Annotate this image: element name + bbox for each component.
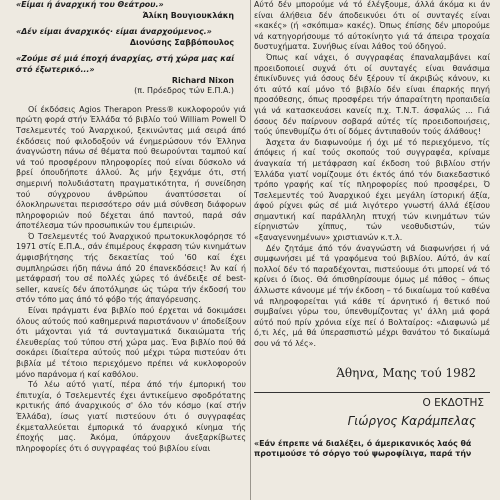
epigraph-quote: «Δέν είμαι άναρχικός· είμαι άναρχούμενος.» (16, 27, 212, 37)
right-column (254, 0, 490, 460)
body-paragraph: Άσχετα άν διαφωνούμε ή όχι μέ τό περιεχόμενο, τίς άπόψεις ή καί τούς σκοπούς τού συγγραφέα, κρίναμε άναγκαία τή μετάφραση καί έκδοση τού βιβλίου στήν Έλλάδα γιατί νομίζουμε ότι έκτός άπό τόν διακεδαστικό τρόπο γραφής καί τίς πληροφορίες πού προσφέρει, Ό Τσελεμεντές τού Άναρχικού έχει μεγάλη ίστορική άξία, άφού ρίχνει φώς σέ μιά λιγότερο γνωστή άλλά έξίσου σημαντική καί παράλληλη πτυχή τών κινημάτων τών είρηνιστών χίππυς, τών νεοθυδιστών, τών «ξαναγεννημένων» χριστιανών κ.τ.λ. (254, 137, 490, 243)
epigraph-author: Richard Nixon (171, 75, 234, 85)
closing-quote: «Εάν έπρεπε νά διαλέξει, ό άμερικανικός λαός θά προτιμούσε τό σόργο τού ψωροφίλιγα, παρά τήν (254, 438, 472, 459)
body-paragraph: Οί έκδόσεις Agios Therapon Press® κυκλοφορούν γιά πρώτη φορά στήν Έλλάδα τό βιβλίο τού William Powell Ό Τσελεμεντές τού Άναρχικού, ξεκινώντας μιά σειρά άπό έκδόσεις πού φιλοδοξούν νά ένημερώσουν τόν Έλληνα άναγνώστη πάνω σέ θέματα πού θεωρούνται ταμπού καί νά τού προσφέρουν πληροφορίες πού είναι δύσκολο νά βρεί όπουδήποτε άλλού. Άς μήν ξεχνάμε ότι, στή σημερινή πολυδιάστατη πραγματικότητα, ή συνείδηση τού σύγχρονου άνθρώπου άναπτύσσεται οί όλοκληρωνεται περισσότερο σάν μιά σύνθεση διάφορων πληροφοριών πού δέχεται άπό παντού, παρά σάν άποτέλεσμα τών προσωπικών του έμπειριών. (16, 104, 246, 231)
body-paragraph: Τό λέω αύτό γιατί, πέρα άπό τήν έμπορική του έπιτυχία, ό Τσελεμεντές έχει άντικείμενο σφοδρότατης κριτικής άπό άναρχικούς σ' όλο τόν κόσμο (καί στήν Έλλάδα), ίσως γιατί πιστεύουν ότι ό συγγραφέας έκμεταλλεύεται έμπορικά τό άναρχικό κίνημα τής έποχής μας. Άκόμα, ύπάρχουν άνεξαρκίβωτες πληροφορίες ότι ό συγγραφέας τού βιβλίου είναι (16, 380, 246, 453)
body-paragraph: Αύτό δέν μπορούμε νά τό έλέγξουμε, άλλά άκόμα κι άν είναι άλήθεια δέν άποδεικνύει ότι οί συνταγές είναι «κακές» (ή «σκόπιμα» κακές). Όπως έπίσης δέν μπορούμε νά κατηγορήσουμε τό αύτοκίνητο γιά τά άπειρα τροχαία δυστυχήματα. Συνήθως είναι λάθος τού όδηγού. (254, 0, 490, 52)
body-paragraph: Είναι πράγματι ένα βιβλίο πού έρχεται νά δοκιμάσει όλους αύτούς πού καθημερινά παριστάνουν ν' άποδείξουν ότι μάχονται γιά τά συνταγματικά δικαιώματα τής έλευθερίας τού τύπου στή χώρα μας. Ένα βιβλίο πού θά σοκάρει ίδιαίτερα αύτούς πού μέχρι τώρα πιστεύαν ότι βιβλία μέ τέτοιο περιεχόμενο πρέπει νά κυκλοφορούν μόνο παράνομα ή καί καθόλου. (16, 306, 246, 379)
epigraph-author: Άλίκη Βουγιουκλάκη (142, 10, 234, 20)
epigraph-author: Διονύσης Σαββόπουλος (129, 37, 234, 47)
epigraph-quote: «Είμαι ή άναρχική του Θεάτρου.» (16, 0, 164, 9)
epigraph-quote: «Ζούμε σέ μιά έποχή άναρχίας, στή χώρα μας καί στό έξωτερικό...» (16, 54, 235, 74)
body-paragraph: Όπως καί νάχει, ό συγγραφέας έπαναλαμβάνει καί προειδοποιεί συχνά ότι οί συνταγές είναι θανάσιμα έπικίνδυνες γιά όσους δέν ξέρουν τί άκριβώς κάνουν, κι ότι αύτό καί μόνο τό βιβλίο δέν είναι έπαρκής πηγή προσόθεσης, όπως προσφέρει τήν άπαραίτητη προπαιδεία γιά νά κατασκευάσει κανείς π.χ. Τ.Ν.Τ. άσφαλώς ... Γιά όσους δέν παίρνουν σοβαρά αύτές τίς προειδοποιήσεις, τούς ύπενθυμίζω ότι οί δόμες άντιπαθούν τούς άλάθους! (254, 52, 490, 137)
signature-rule (254, 392, 490, 393)
body-paragraph: Δέν ζητάμε άπό τόν άναγνώστη νά διαφωνήσει ή νά συμφωνήσει μέ τά γραφόμενα τού βιβλίου. Αύτό, άν καί πολλοί δέν τό παραδέχονται, πιστεύουμε ότι μπορεί νά τό κρίνει ό ίδιος. Θά όπισθηρίσουμε όμως μέ πάθος – όπως άλλωστε κάνουμε μέ τήν έκδοση – τό δικαίωμα τού καθένα νά πληροφορείται γιά κάθε τί άρνητικό ή θετικό πού συμβαίνει γύρω του, ύπενθυμίζοντας γι' άλλη μιά φορά αύτό πού πρίν χρόνια είχε πεί ό Βολταίρος: «Διαφωνώ μέ ό,τι λές, μά θά ύπερασπιστώ μέχρι θανάτου τό δικαίωμά σου νά τό λές». (254, 243, 490, 348)
body-paragraph: Ό Τσελεμεντές τού Άναρχικού πρωτοκυκλοφόρησε τό 1971 στίς Ε.Π.Α., σάν έπιμέρους έκφραση τών κινημάτων άμφισβήτησης τής δεκαετίας τού '60 καί έχει συμπληρώσει ήδη πάνω άπό 20 έπανεκδόσεις! Άν καί ή μετάφρασή του σέ πολλές χώρες τό άνέδειξε σέ best-seller, κανείς δέν άποτόλμησε ώς τώρα τήν έκδοσή του στόν τόπο μας άπό τό φόβο τής άπαγόρευσης. (16, 231, 246, 305)
column-divider (250, 0, 251, 500)
publisher-name: Γιώργος Καράμπελας (347, 413, 476, 428)
left-column (16, 0, 246, 454)
publisher-label: Ο ΕΚΔΟΤΗΣ (422, 396, 484, 409)
place-date: Άθηνα, Μαης τού 1982 (336, 365, 476, 380)
epigraph-author-role: (π. Πρόεδρος τών Ε.Π.Α.) (134, 86, 234, 96)
epigraphs (16, 0, 246, 97)
